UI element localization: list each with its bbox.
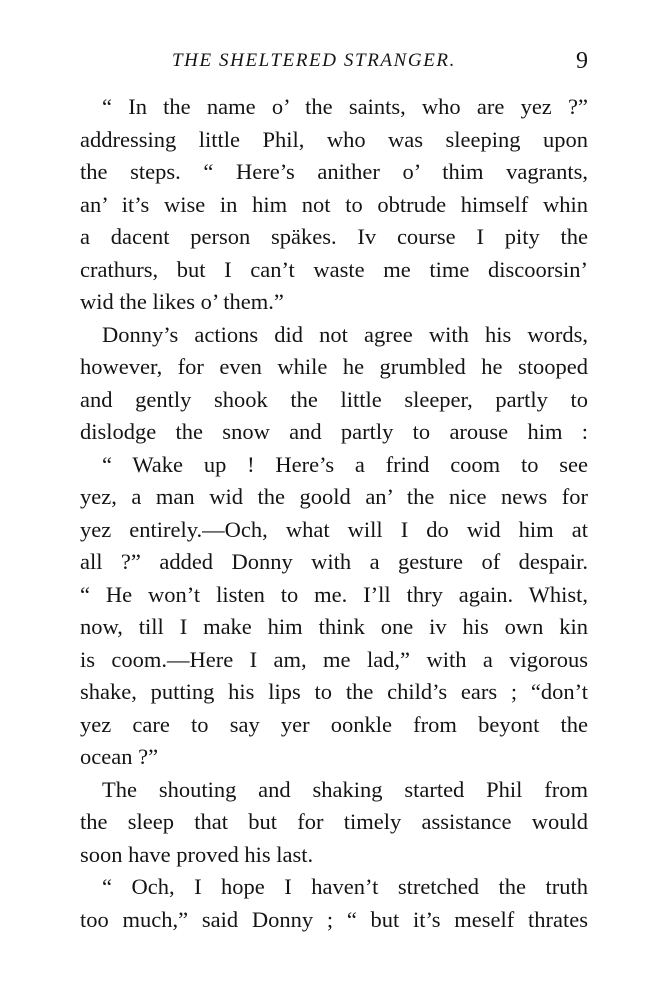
text-line: however, for even while he grumbled he stooped <box>80 354 588 379</box>
text-line: now, till I make him think one iv his own kin <box>80 614 588 639</box>
text-line: is coom.—Here I am, me lad,” with a vigorous <box>80 646 588 672</box>
text-line: soon have proved his last. <box>80 841 314 867</box>
text-line: “ In the name o’ the saints, who are yez ?” <box>102 94 588 119</box>
body-text <box>80 91 588 936</box>
running-head <box>80 46 588 76</box>
page-number: 9 <box>576 48 588 74</box>
text-line: wid the likes o’ them.” <box>80 289 284 314</box>
text-line: shake, putting his lips to the child’s ears ; “don’t <box>80 679 588 704</box>
text-line: “ He won’t listen to me. I’ll thry again. Whist, <box>80 581 588 607</box>
text-line: a dacent person späkes. Iv course I pity the <box>80 224 588 249</box>
text-line: yez care to say yer oonkle from beyont the <box>80 711 588 737</box>
text-line: all ?” added Donny with a gesture of despair. <box>80 549 588 574</box>
text-line: Donny’s actions did not agree with his words, <box>102 321 588 347</box>
text-line: The shouting and shaking started Phil from <box>102 776 588 802</box>
text-line: yez entirely.—Och, what will I do wid him at <box>80 516 588 542</box>
text-line: yez, a man wid the goold an’ the nice news for <box>80 484 588 509</box>
text-line: too much,” said Donny ; “ but it’s meself thrates <box>80 906 588 932</box>
running-title: THE SHELTERED STRANGER. <box>172 50 456 71</box>
text-line: an’ it’s wise in him not to obtrude himself whin <box>80 191 588 217</box>
text-line: addressing little Phil, who was sleeping upon <box>80 126 588 152</box>
text-line: the steps. “ Here’s anither o’ thim vagrants, <box>80 159 588 184</box>
text-line: dislodge the snow and partly to arouse him : <box>80 419 588 444</box>
text-line: the sleep that but for timely assistance would <box>80 809 588 834</box>
text-line: “ Och, I hope I haven’t stretched the truth <box>102 874 588 899</box>
text-line: and gently shook the little sleeper, partly to <box>80 386 588 412</box>
text-line: ocean ?” <box>80 744 159 769</box>
text-line: “ Wake up ! Here’s a frind coom to see <box>102 451 588 477</box>
text-line: crathurs, but I can’t waste me time discoorsin’ <box>80 256 588 282</box>
